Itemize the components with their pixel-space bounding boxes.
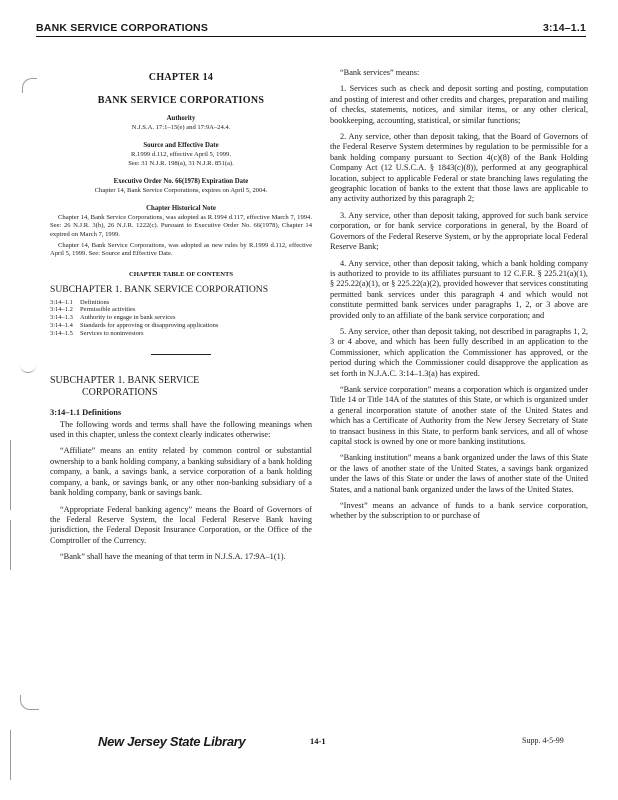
- body-paragraph: “Bank” shall have the meaning of that term in N.J.S.A. 17:9A–1(1).: [60, 552, 286, 562]
- subchapter-heading-line: CORPORATIONS: [82, 387, 158, 399]
- margin-mark: [20, 360, 36, 373]
- historical-note-paragraph: Chapter 14, Bank Service Corporations, was adopted as new rules by R.1999 d.112, effective April 5, 1999. See: Source and Effective Date.: [50, 242, 312, 258]
- toc-item-number: 3:14–1.1: [50, 298, 73, 306]
- body-paragraph: 5. Any service, other than deposit taking, not described in paragraphs 1, 2, 3 or 4 above, and which has been fully described in an application to the Commissioner, which application the Commissioner has approved, or the period during which the Commissioner could disapprove the application as set forth in N.J.A.C. 3:14–1.3(a) has expired.: [330, 326, 588, 378]
- body-paragraph: The following words and terms shall have the following meanings when used in this chapter, unless the context clearly indicates otherwise:: [50, 419, 312, 440]
- section-divider: [151, 354, 211, 355]
- body-paragraph: “Affiliate” means an entity related by common control or substantial ownership to a bank holding company, a banking subsidiary of a bank holding company, a bank, a savings bank, a service corporation of a bank holding company, a bank, or savings bank, or any other non-banking subsidiary of a bank holding company, bank or savings bank.: [50, 446, 312, 498]
- body-paragraph: “Appropriate Federal banking agency” means the Board of Governors of the Federal Reserve System, the local Federal Reserve Bank having jurisdiction, the Federal Deposit Insurance Corporation, or the Office of the Comptroller of the Currency.: [50, 504, 312, 545]
- library-stamp: New Jersey State Library: [98, 734, 246, 749]
- toc-item-number: 3:14–1.5: [50, 329, 73, 337]
- chapter-subtitle: BANK SERVICE CORPORATIONS: [97, 95, 265, 106]
- source-line: R.1999 d.112, effective April 5, 1999.: [131, 151, 231, 159]
- running-header: [36, 22, 586, 37]
- authority-heading: Authority: [166, 115, 196, 122]
- body-paragraph: “Bank services” means:: [340, 68, 420, 77]
- margin-mark: [10, 520, 11, 570]
- toc-item-label: Permissible activities: [80, 306, 136, 314]
- toc-title: CHAPTER TABLE OF CONTENTS: [128, 270, 234, 278]
- supplement-date: Supp. 4-5-99: [522, 736, 564, 745]
- toc-item[interactable]: [50, 306, 312, 314]
- running-header-title: BANK SERVICE CORPORATIONS: [36, 22, 209, 34]
- toc-item-label: Definitions: [80, 298, 110, 306]
- body-paragraph: 3. Any service, other than deposit taking, approved for such bank service corporation, or for bank service corporations in general, by the Board of Governors of the Federal Reserve System, or by the appropriate local Federal Reserve Bank;: [330, 210, 588, 252]
- margin-mark: [20, 695, 39, 710]
- body-paragraph: 2. Any service, other than deposit taking, that the Board of Governors of the Federal Reserve System determines by regulation to be permissible for a bank holding company pursuant to Section 4(c)(8) of the Bank Holding Company Act (12 U.S.C.A. § 1843(c)(8)), performed at any geographical location, subject to applicable Federal or state branching laws regulating the geographic location of banks to the extent that those laws are applicable to any activity authorized by this paragraph 2;: [330, 132, 588, 204]
- toc-item-label: Standards for approving or disapproving applications: [80, 322, 219, 330]
- toc-item-label: Authority to engage in bank services: [80, 314, 176, 322]
- body-paragraph: “Bank service corporation” means a corporation which is organized under Title 14 or Title 14A of the statutes of this State, or which is organized under a general incorporation statute of another state of the United States and which has a Certificate of Authority from the New Jersey Secretary of State to transact business in this State, to perform bank services, and all of whose capital stock is owned by one or more banking institutions.: [330, 384, 588, 446]
- toc-item[interactable]: [50, 314, 312, 322]
- historical-note-heading: Chapter Historical Note: [146, 205, 216, 213]
- body-paragraph: 1. Services such as check and deposit sorting and posting, computation and posting of interest and other credits and charges, preparation and mailing of checks, statements, notices, and similar items, or any other clerical, bookkeeping, accounting, statistical, or similar functions;: [330, 84, 588, 125]
- toc-item[interactable]: [50, 322, 312, 330]
- left-column: [50, 60, 312, 569]
- page-number: 14-1: [310, 736, 326, 746]
- source-line: See: 31 N.J.R. 198(a), 31 N.J.R. 851(a).: [128, 159, 234, 167]
- right-column: [330, 68, 588, 528]
- subchapter-heading: [50, 375, 312, 400]
- toc-list: [50, 299, 312, 338]
- executive-order-text: Chapter 14, Bank Service Corporations, expires on April 5, 2004.: [94, 186, 268, 194]
- body-paragraph: “Invest” means an advance of funds to a bank service corporation, whether by the subscription to or purchase of: [330, 501, 588, 521]
- toc-item-number: 3:14–1.3: [50, 314, 73, 322]
- margin-mark: [10, 440, 11, 510]
- body-paragraph: “Banking institution” means a bank organized under the laws of this State or the laws of another state of the United States, a savings bank organized under the laws of this State or under the laws of another state of the United States, and a national bank organized under the laws of the United States.: [330, 453, 588, 494]
- section-title: 3:14–1.1 Definitions: [50, 407, 122, 417]
- toc-item[interactable]: [50, 330, 312, 338]
- running-header-section: 3:14–1.1: [542, 22, 586, 34]
- executive-order-heading: Executive Order No. 66(1978) Expiration Date: [113, 177, 249, 185]
- margin-mark: [22, 78, 37, 93]
- toc-item-number: 3:14–1.4: [50, 322, 73, 330]
- subchapter-heading-line: SUBCHAPTER 1. BANK SERVICE: [50, 374, 200, 386]
- toc-subchapter: SUBCHAPTER 1. BANK SERVICE CORPORATIONS: [50, 283, 269, 295]
- source-heading: Source and Effective Date: [143, 142, 219, 150]
- toc-item[interactable]: [50, 299, 312, 307]
- body-paragraph: 4. Any service, other than deposit taking, which a bank holding company is authorized to provide to its affiliates pursuant to 12 C.F.R. § 225.21(a)(1), § 225.22(a)(1), or § 225.22(a)(2), provided however that services constituting permitted bank services under this paragraph 4 and which would not constitute permitted bank services under paragraphs 1, 2, or 3 above are provided only to an affiliate of the bank service corporation; and: [330, 258, 588, 320]
- chapter-title: CHAPTER 14: [148, 72, 214, 83]
- page-footer: [0, 732, 618, 762]
- historical-note-paragraph: Chapter 14, Bank Service Corporations, was adopted as R.1994 d.117, effective March 7, 1994. See: 26 N.J.R. 3(b), 26 N.J.R. 1222(c). Pursuant to Executive Order No. 66(1978), Chapter 14 expired on March 7, 1999.: [50, 214, 312, 238]
- toc-item-number: 3:14–1.2: [50, 306, 73, 314]
- toc-item-label: Services to noninvestors: [80, 329, 144, 337]
- authority-text: N.J.S.A. 17:1–15(e) and 17:9A–24.4.: [131, 124, 231, 131]
